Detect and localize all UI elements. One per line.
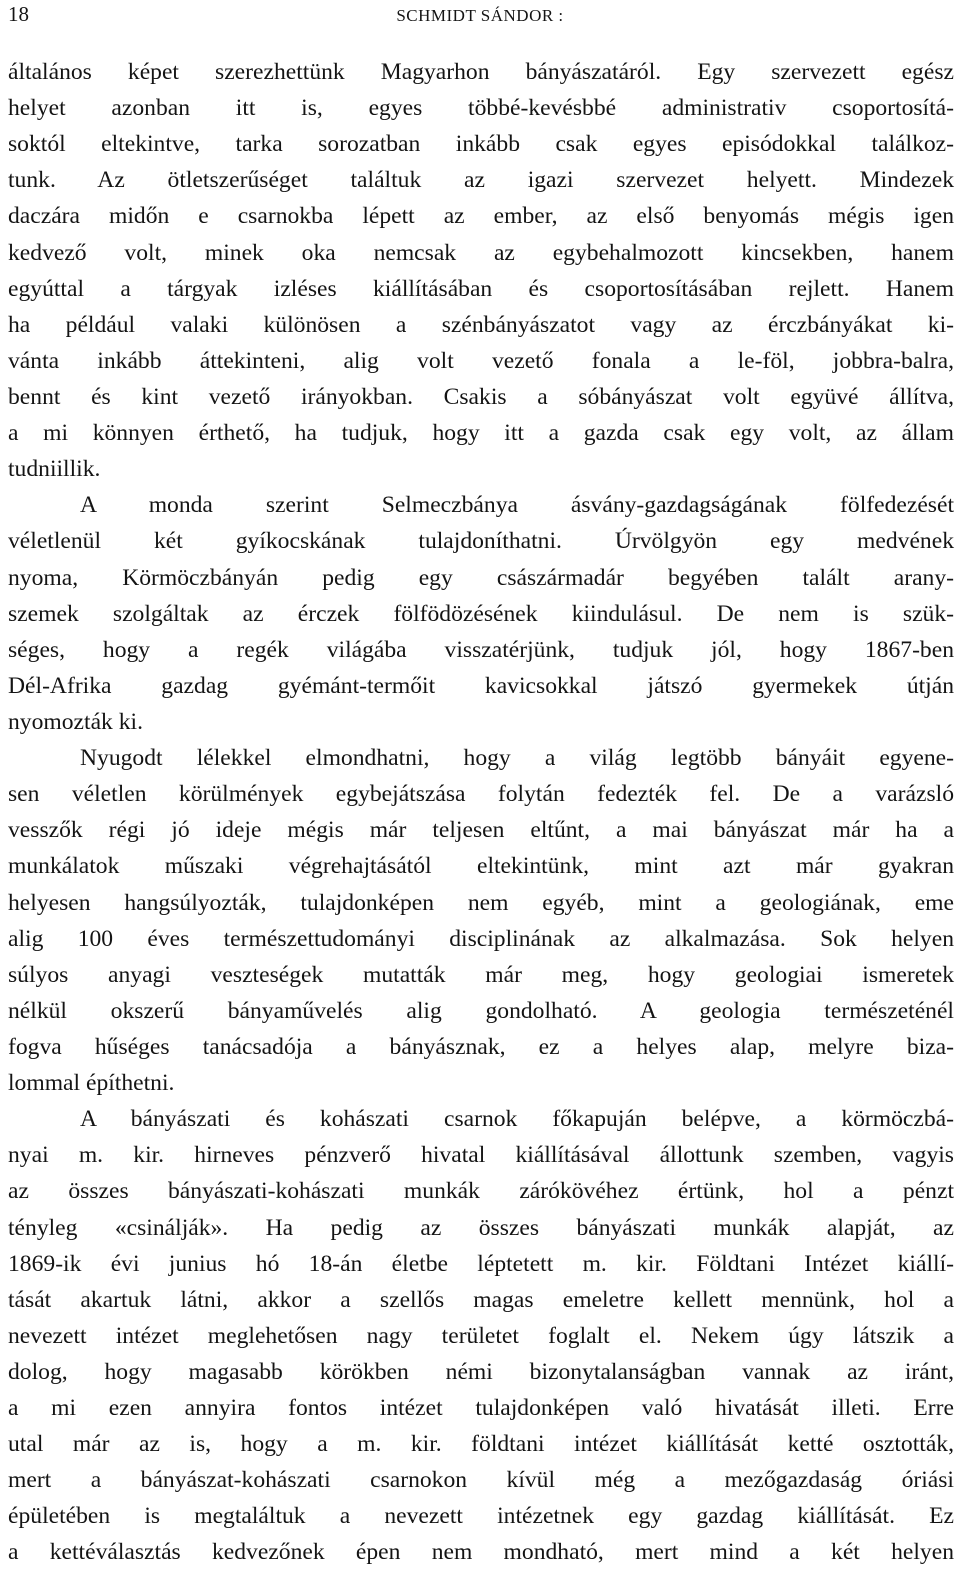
text-line: [8, 343, 954, 379]
text-line-content: tényleg «csinálják». Ha pedig az összes bányászati munkák alapját, az: [8, 1214, 954, 1241]
text-line-content: a kettéválasztás kedvezőnek épen nem mondható, mert mind a két helyen: [8, 1539, 954, 1566]
text-line: [8, 740, 954, 776]
text-line: [8, 1029, 954, 1065]
text-line-content: Nyugodt lélekkel elmondhatni, hogy a világ legtöbb bányáit egyene-: [80, 745, 954, 772]
text-line-content: lommal építhetni.: [8, 1070, 175, 1097]
text-line: [8, 1173, 954, 1209]
text-line-content: séges, hogy a regék világába visszatérjünk, tudjuk jól, hogy 1867-ben: [8, 636, 954, 663]
text-line: [8, 668, 954, 704]
text-line: [8, 307, 954, 343]
text-line: [8, 1246, 954, 1282]
running-title: SCHMIDT SÁNDOR :: [396, 6, 564, 25]
page-header: [8, 2, 952, 30]
text-line: [8, 126, 954, 162]
text-line: [8, 560, 954, 596]
text-line-content: sen véletlen körülmények egybejátszása folytán fedezték fel. De a varázsló: [8, 781, 954, 808]
text-line-content: ha például valaki különösen a szénbányászatot vagy az érczbányákat ki-: [8, 311, 954, 338]
text-line-content: utal már az is, hogy a m. kir. földtani intézet kiállítását ketté osztották,: [8, 1431, 954, 1458]
text-line-content: épületében is megtaláltuk a nevezett intézetnek egy gazdag kiállítását. Ez: [8, 1503, 954, 1530]
text-line: [8, 1282, 954, 1318]
text-line-content: mert a bányászat-kohászati csarnokon kívül még a mezőgazdaság óriási: [8, 1467, 954, 1494]
body-text: [8, 54, 954, 1571]
text-line: [8, 704, 954, 740]
text-line-content: a mi könnyen érthető, ha tudjuk, hogy itt a gazda csak egy volt, az állam: [8, 420, 954, 447]
text-line-content: vánta inkább áttekinteni, alig volt vezető fonala a le-föl, jobbra-balra,: [8, 347, 954, 374]
text-line-content: Dél-Afrika gazdag gyémánt-termőit kavicsokkal játszó gyermekek útján: [8, 672, 954, 699]
text-line: [8, 1390, 954, 1426]
text-line: [8, 957, 954, 993]
text-line: [8, 1101, 954, 1137]
text-line-content: helyesen hangsúlyozták, tulajdonképen nem egyéb, mint a geologiának, eme: [8, 889, 954, 916]
text-line: [8, 921, 954, 957]
text-line: [8, 487, 954, 523]
text-line: [8, 776, 954, 812]
text-line-content: egyúttal a tárgyak izléses kiállításában és csoportosításában rejlett. Hanem: [8, 275, 954, 302]
text-line: [8, 271, 954, 307]
text-line: [8, 198, 954, 234]
text-line: [8, 596, 954, 632]
text-line: [8, 1462, 954, 1498]
text-line: [8, 1534, 954, 1570]
text-line-content: 1869-ik évi junius hó 18-án életbe léptetett m. kir. Földtani Intézet kiállí-: [8, 1250, 954, 1277]
text-line-content: helyet azonban itt is, egyes többé-kevésbbé administrativ csoportosítá-: [8, 95, 954, 122]
text-line-content: nyai m. kir. hirneves pénzverő hivatal kiállításával állottunk szemben, vagyis: [8, 1142, 954, 1169]
text-line: [8, 1318, 954, 1354]
text-line-content: az összes bányászati-kohászati munkák zárókövéhez értünk, hol a pénzt: [8, 1178, 954, 1205]
text-line-content: általános képet szerezhettünk Magyarhon bányászatáról. Egy szervezett egész: [8, 59, 954, 85]
text-line: [8, 1137, 954, 1173]
text-line: [8, 415, 954, 451]
text-line-content: nevezett intézet meglehetősen nagy területet foglalt el. Nekem úgy látszik a: [8, 1322, 954, 1349]
text-line: [8, 379, 954, 415]
page-number: 18: [8, 2, 29, 26]
text-line-content: tudniillik.: [8, 456, 101, 483]
text-line-content: A bányászati és kohászati csarnok főkapuján belépve, a körmöczbá-: [80, 1106, 954, 1133]
text-line: [8, 451, 954, 487]
text-line-content: a mi ezen annyira fontos intézet tulajdonképen való hivatását illeti. Erre: [8, 1395, 954, 1422]
text-line: [8, 632, 954, 668]
text-line-content: soktól eltekintve, tarka sorozatban inkább csak egyes episódokkal találkoz-: [8, 131, 954, 158]
text-line: [8, 523, 954, 559]
text-line-content: tunk. Az ötletszerűséget találtuk az igazi szervezet helyett. Mindezek: [8, 167, 954, 194]
text-line: [8, 812, 954, 848]
text-line: [8, 1354, 954, 1390]
text-line-content: bennt és kint vezető irányokban. Csakis a sóbányászat volt együvé állítva,: [8, 383, 954, 410]
text-line: [8, 1426, 954, 1462]
text-line: [8, 54, 954, 90]
text-line: [8, 993, 954, 1029]
text-line: [8, 885, 954, 921]
text-line-content: nélkül okszerű bányaművelés alig gondolható. A geologia természeténél: [8, 997, 954, 1024]
text-line-content: kedvező volt, minek oka nemcsak az egybehalmozott kincsekben, hanem: [8, 239, 954, 266]
text-line-content: dolog, hogy magasabb körökben némi bizonytalanságban vannak az iránt,: [8, 1358, 954, 1385]
text-line-content: vesszők régi jó ideje mégis már teljesen eltűnt, a mai bányászat már ha a: [8, 817, 954, 844]
text-line-content: tását akartuk látni, akkor a szellős magas emeletre kellett mennünk, hol a: [8, 1286, 954, 1313]
text-line: [8, 235, 954, 271]
text-line: [8, 162, 954, 198]
text-line: [8, 1498, 954, 1534]
text-line-content: fogva hűséges tanácsadója a bányásznak, ez a helyes alap, melyre biza-: [8, 1033, 954, 1060]
text-line-content: nyomozták ki.: [8, 708, 143, 735]
text-line-content: A monda szerint Selmeczbánya ásvány-gazdagságának fölfedezését: [80, 492, 954, 519]
text-line: [8, 1210, 954, 1246]
text-line-content: véletlenül két gyíkocskának tulajdoníthatni. Úrvölgyön egy medvének: [8, 528, 954, 555]
text-line-content: munkálatok műszaki végrehajtásától eltekintünk, mint azt már gyakran: [8, 853, 954, 880]
text-line-content: alig 100 éves természettudományi disciplinának az alkalmazása. Sok helyen: [8, 925, 954, 952]
text-line: [8, 1065, 954, 1101]
text-line: [8, 848, 954, 884]
text-line-content: nyoma, Körmöczbányán pedig egy császármadár begyében talált arany-: [8, 564, 954, 591]
text-line-content: daczára midőn e csarnokba lépett az ember, az első benyomás mégis igen: [8, 203, 954, 230]
text-line-content: szemek szolgáltak az érczek fölfödözésének kiindulásul. De nem is szük-: [8, 600, 954, 627]
text-line-content: súlyos anyagi veszteségek mutatták már meg, hogy geologiai ismeretek: [8, 961, 954, 988]
text-line: [8, 90, 954, 126]
